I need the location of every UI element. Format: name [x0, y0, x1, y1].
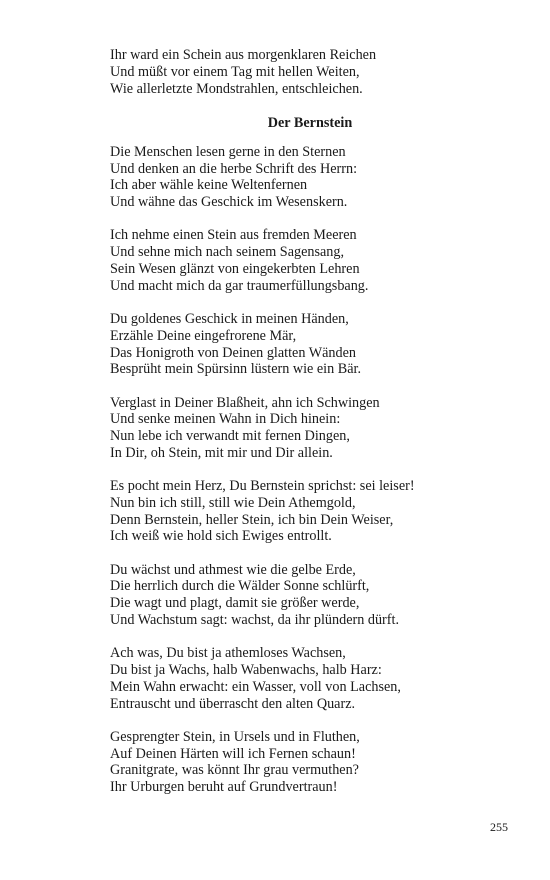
stanza-3	[110, 311, 510, 378]
verse-line: Du bist ja Wachs, halb Wabenwachs, halb Harz:	[110, 662, 382, 679]
verse-line: Nun bin ich still, still wie Dein Athemgold,	[110, 494, 356, 511]
verse-line: Du goldenes Geschick in meinen Händen,	[110, 310, 349, 327]
verse-line: Ihr Urburgen beruht auf Grundvertraun!	[110, 779, 338, 796]
verse-line: Verglast in Deiner Blaßheit, ahn ich Schwingen	[110, 394, 380, 411]
page-content	[110, 47, 510, 812]
poem-title: Der Bernstein	[267, 114, 353, 131]
verse-line: Wie allerletzte Mondstrahlen, entschleichen.	[110, 80, 363, 97]
verse-line: Und sehne mich nach seinem Sagensang,	[110, 244, 345, 261]
verse-line: Und senke meinen Wahn in Dich hinein:	[110, 411, 341, 428]
page-number: 255	[490, 820, 508, 834]
verse-line: Die herrlich durch die Wälder Sonne schlürft,	[110, 578, 370, 595]
stanza-5	[110, 478, 510, 545]
verse-line: Ich weiß wie hold sich Ewiges entrollt.	[110, 528, 332, 545]
verse-line: Und Wachstum sagt: wachst, da ihr plündern dürft.	[110, 612, 399, 629]
verse-line: Entrauscht und überrascht den alten Quarz.	[110, 695, 356, 712]
stanza-8	[110, 729, 510, 796]
verse-line: Ihr ward ein Schein aus morgenklaren Reichen	[110, 47, 377, 63]
verse-line: Besprüht mein Spürsinn lüstern wie ein Bär.	[110, 361, 362, 378]
verse-line: Und wähne das Geschick im Wesenskern.	[110, 194, 348, 211]
stanza-1	[110, 144, 510, 211]
stanza-7	[110, 645, 510, 712]
verse-line: Das Honigroth von Deinen glatten Wänden	[110, 344, 356, 361]
verse-line: Nun lebe ich verwandt mit fernen Dingen,	[110, 428, 350, 445]
verse-line: Erzähle Deine eingefrorene Mär,	[110, 327, 297, 344]
verse-line: Ich nehme einen Stein aus fremden Meeren	[110, 227, 357, 244]
verse-line: Granitgrate, was könnt Ihr grau vermuthen?	[110, 762, 359, 779]
verse-line: Ich aber wähle keine Weltenfernen	[110, 177, 308, 194]
verse-line: Die Menschen lesen gerne in den Sternen	[110, 143, 346, 160]
verse-line: Denn Bernstein, heller Stein, ich bin Dein Weiser,	[110, 511, 394, 528]
stanza-6	[110, 562, 510, 629]
verse-line: Du wächst und athmest wie die gelbe Erde,	[110, 561, 356, 578]
verse-line: Ach was, Du bist ja athemloses Wachsen,	[110, 645, 346, 662]
stanza-4	[110, 395, 510, 462]
verse-line: Gesprengter Stein, in Ursels und in Fluthen,	[110, 728, 360, 745]
verse-line: Und müßt vor einem Tag mit hellen Weiten,	[110, 63, 360, 80]
verse-line: Sein Wesen glänzt von eingekerbten Lehren	[110, 260, 360, 277]
verse-line: In Dir, oh Stein, mit mir und Dir allein.	[110, 444, 333, 461]
verse-line: Mein Wahn erwacht: ein Wasser, voll von Lachsen,	[110, 678, 401, 695]
verse-line: Die wagt und plagt, damit sie größer werde,	[110, 595, 360, 612]
stanza-2	[110, 227, 510, 294]
verse-line: Und denken an die herbe Schrift des Herrn:	[110, 160, 358, 177]
verse-line: Und macht mich da gar traumerfüllungsbang.	[110, 277, 369, 294]
prev-poem-ending-stanza	[110, 47, 510, 97]
verse-line: Es pocht mein Herz, Du Bernstein sprichst: sei leiser!	[110, 478, 415, 495]
verse-line: Auf Deinen Härten will ich Fernen schaun!	[110, 745, 356, 762]
